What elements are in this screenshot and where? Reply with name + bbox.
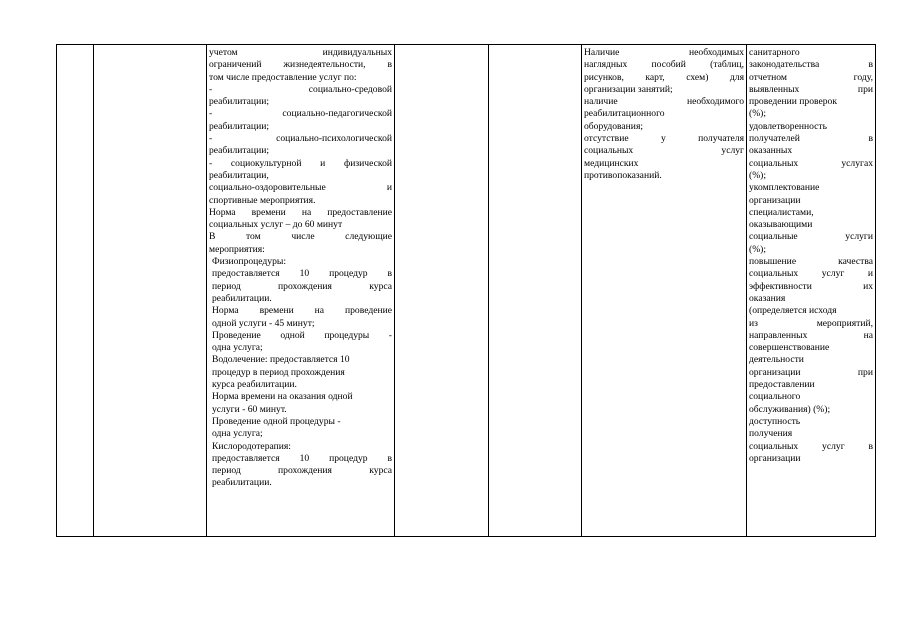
text-line: оборудования;	[584, 120, 644, 132]
text-line: Водолечение: предоставляется 10	[212, 354, 350, 366]
text-line: ограничений жизнедеятельности, в	[209, 59, 392, 71]
text-line: (%);	[749, 108, 767, 120]
service-term-cell	[395, 45, 489, 537]
text-line: деятельности	[749, 354, 804, 366]
text-line: доступность	[749, 415, 801, 427]
text-line: - социально-педагогической	[209, 108, 392, 120]
text-line: оказывающими	[749, 219, 813, 231]
service-description-cell	[207, 45, 395, 537]
text-line: Проведение одной процедуры -	[212, 329, 392, 341]
text-line: реабилитации;	[209, 145, 270, 157]
social-services-table	[56, 44, 876, 537]
text-line: период прохождения курса	[212, 280, 392, 292]
text-line: из мероприятий,	[749, 317, 873, 329]
text-line: - социально-средовой	[209, 83, 392, 95]
text-line: курса реабилитации.	[212, 379, 297, 391]
text-line: наглядных пособий (таблиц,	[584, 59, 744, 71]
text-line: - социокультурной и физической	[209, 157, 392, 169]
text-line: спортивные мероприятия.	[209, 194, 316, 206]
text-line: обслуживания) (%);	[749, 403, 831, 415]
text-line: предоставлении	[749, 379, 815, 391]
text-line: В том числе следующие	[209, 231, 392, 243]
text-line: - социально-психологической	[209, 133, 392, 145]
service-provider-cell	[489, 45, 582, 537]
text-line: одна услуга;	[212, 428, 263, 440]
number-cell	[57, 45, 94, 537]
text-line: специалистами,	[749, 206, 814, 218]
text-line: одной услуги - 45 минут;	[212, 317, 315, 329]
text-line: эффективности их	[749, 280, 873, 292]
text-line: получателей в	[749, 133, 873, 145]
text-line: противопоказаний.	[584, 169, 662, 181]
text-line: предоставляется 10 процедур в	[212, 268, 392, 280]
text-line: социальных услуг и	[749, 268, 873, 280]
text-line: Наличие необходимых	[584, 47, 744, 58]
text-line: Физиопроцедуры:	[212, 256, 287, 268]
text-line: реабилитации;	[209, 120, 270, 132]
text-line: Проведение одной процедуры -	[212, 415, 341, 427]
text-line: услуги - 60 минут.	[212, 403, 287, 415]
text-line: реабилитационного	[584, 108, 665, 120]
text-line: Норма времени на проведение	[212, 305, 392, 317]
text-line: Кислородотерапия:	[212, 440, 291, 452]
conditions-text	[584, 47, 744, 182]
text-line: рисунков, карт, схем) для	[584, 71, 744, 83]
text-line: отсутствие у получателя	[584, 133, 744, 145]
text-line: укомплектование	[749, 182, 820, 194]
text-line: реабилитации,	[209, 169, 269, 181]
text-line: процедур в период прохождения	[212, 366, 345, 378]
text-line: (%);	[749, 169, 767, 181]
text-line: направленных на	[749, 329, 873, 341]
text-line: проведении проверок	[749, 96, 837, 108]
text-line: отчетном году,	[749, 71, 873, 83]
text-line: оказанных	[749, 145, 793, 157]
text-line: мероприятия:	[209, 243, 265, 255]
conditions-cell	[582, 45, 747, 537]
text-line: санитарного	[749, 47, 800, 58]
text-line: законодательства в	[749, 59, 873, 71]
text-line: учетом индивидуальных	[209, 47, 392, 58]
text-line: организации	[749, 452, 801, 464]
text-line: Норма времени на предоставление	[209, 206, 392, 218]
text-line: (%);	[749, 243, 767, 255]
text-line: получения	[749, 428, 793, 440]
text-line: социальных услуг в	[749, 440, 873, 452]
text-line: оказания	[749, 292, 786, 304]
text-line: наличие необходимого	[584, 96, 744, 108]
service-description-text	[209, 47, 392, 490]
text-line: социального	[749, 391, 801, 403]
text-line: (определяется исходя	[749, 305, 837, 317]
text-line: организации	[749, 194, 801, 206]
text-line: одна услуга;	[212, 342, 263, 354]
text-line: период прохождения курса	[212, 465, 392, 477]
text-line: том числе предоставление услуг по:	[209, 71, 357, 83]
table-row	[57, 45, 876, 537]
text-line: организации при	[749, 366, 873, 378]
text-line: Норма времени на оказания одной	[212, 391, 353, 403]
text-line: социальных услуг – до 60 минут	[209, 219, 343, 231]
quality-indicators-text	[749, 47, 873, 465]
text-line: социально-оздоровительные и	[209, 182, 392, 194]
text-line: социальные услуги	[749, 231, 873, 243]
text-line: социальных услугах	[749, 157, 873, 169]
service-name-cell	[94, 45, 207, 537]
text-line: удовлетворенность	[749, 120, 827, 132]
text-line: выявленных при	[749, 83, 873, 95]
text-line: реабилитации.	[212, 477, 272, 489]
text-line: реабилитации;	[209, 96, 270, 108]
text-line: совершенствование	[749, 342, 830, 354]
text-line: медицинских	[584, 157, 639, 169]
text-line: организации занятий;	[584, 83, 673, 95]
text-line: социальных услуг	[584, 145, 744, 157]
quality-indicators-cell	[747, 45, 876, 537]
text-line: предоставляется 10 процедур в	[212, 452, 392, 464]
text-line: повышение качества	[749, 256, 873, 268]
text-line: реабилитации.	[212, 292, 272, 304]
